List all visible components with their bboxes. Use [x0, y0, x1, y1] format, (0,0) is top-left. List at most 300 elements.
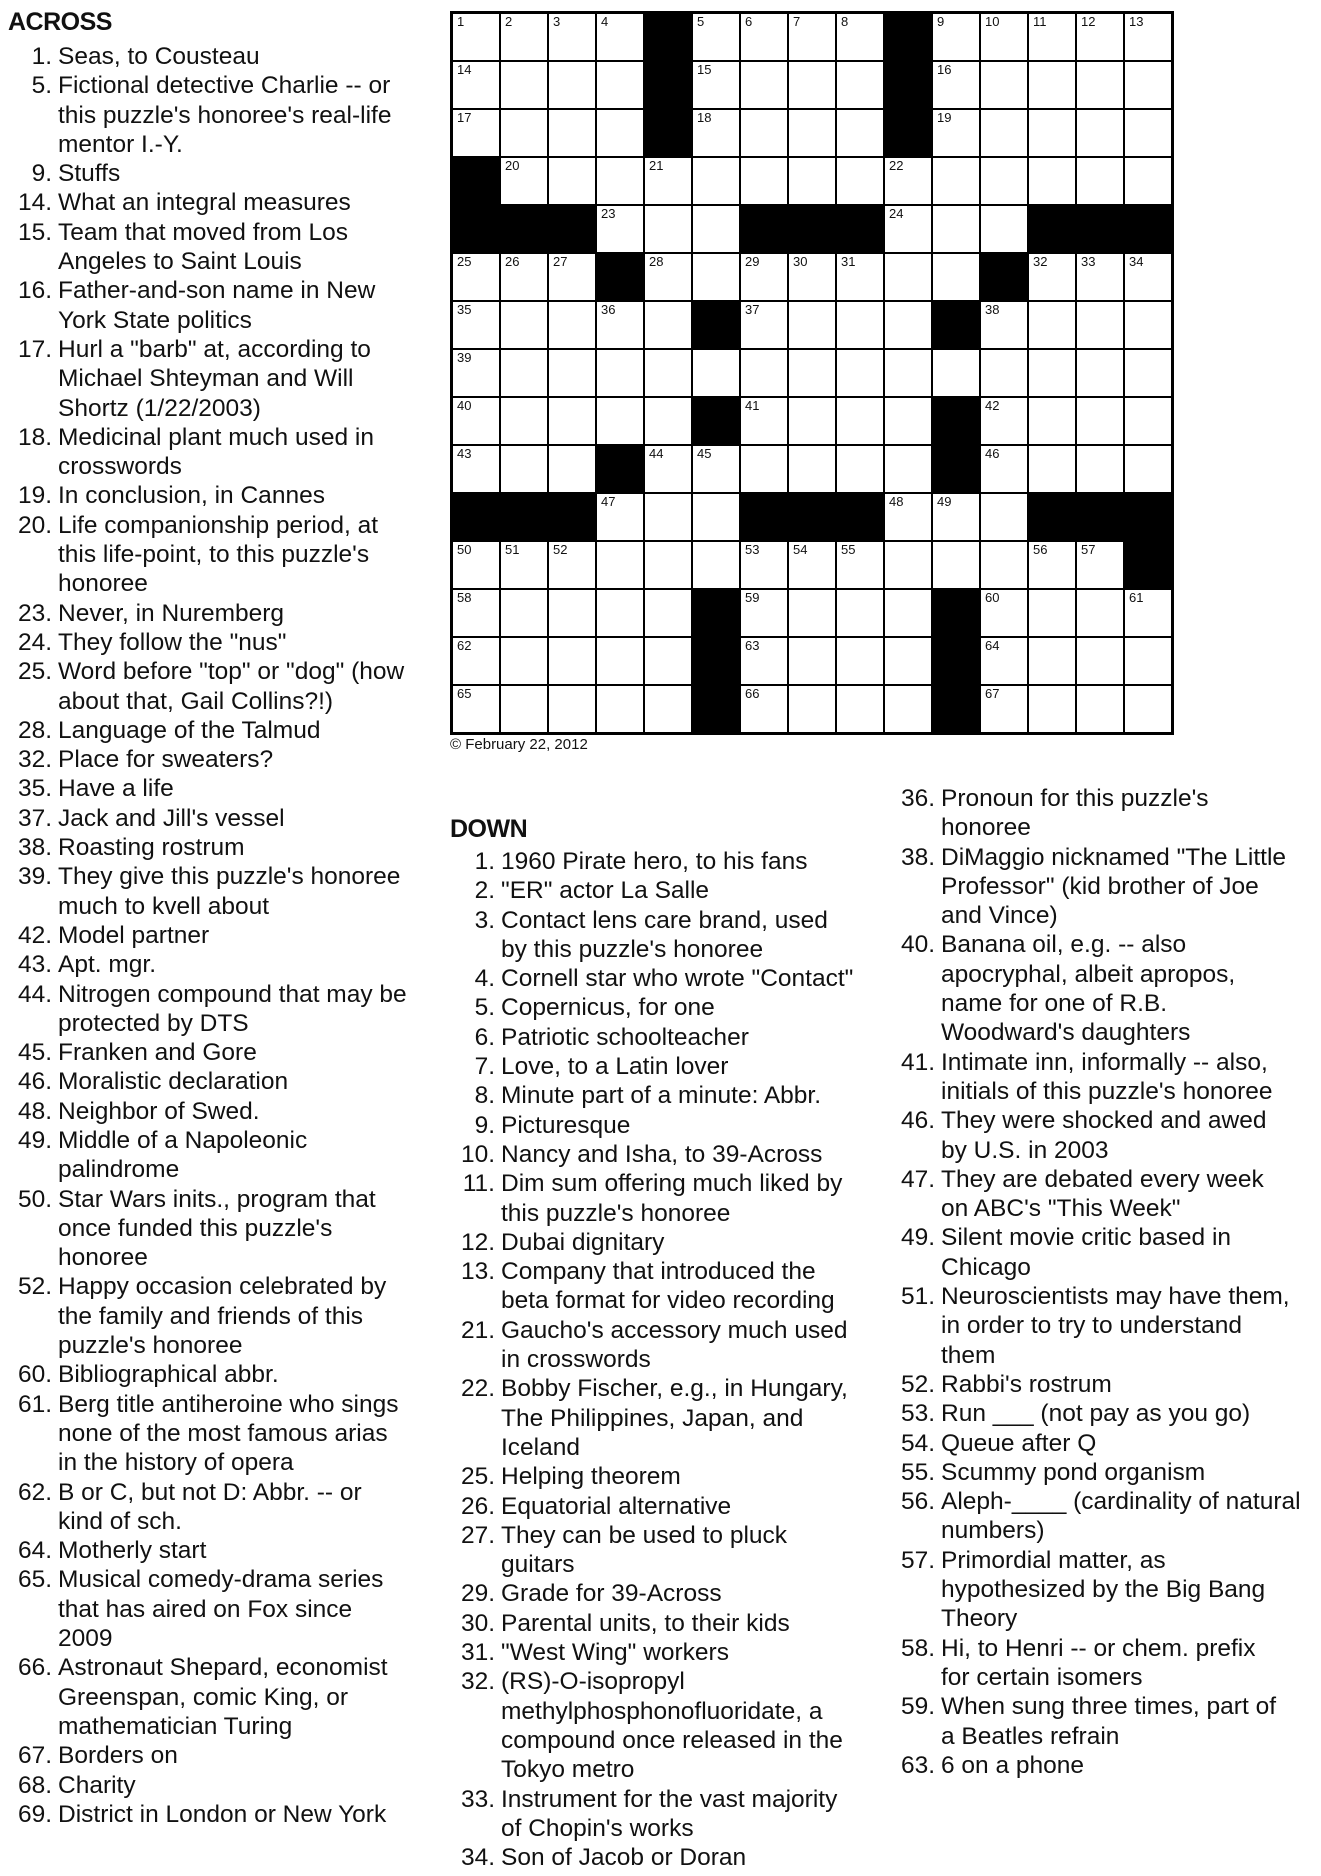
clue-item [15, 862, 435, 921]
grid-cell[interactable] [1124, 13, 1172, 61]
grid-cell[interactable] [692, 13, 740, 61]
grid-cell[interactable] [740, 109, 788, 157]
grid-cell[interactable] [788, 685, 836, 733]
cell-number: 54 [793, 542, 808, 557]
clue-number: 23. [17, 599, 52, 627]
grid-cell[interactable] [1076, 541, 1124, 589]
grid-cell[interactable] [452, 541, 500, 589]
grid-cell[interactable] [884, 541, 932, 589]
grid-block [788, 205, 836, 253]
clue-text-line: What an integral measures [58, 189, 351, 217]
cell-number: 57 [1081, 542, 1096, 557]
grid-cell[interactable] [452, 253, 500, 301]
grid-cell[interactable] [644, 637, 692, 685]
grid-block [452, 205, 500, 253]
clue-item [15, 71, 435, 159]
cell-number: 67 [985, 686, 1000, 701]
clue-text-line: Life companionship period, at [58, 511, 379, 539]
grid-cell[interactable] [644, 589, 692, 637]
clue-number: 65. [17, 1566, 52, 1594]
clue-text-line: name for one of R.B. [941, 990, 1168, 1018]
clue-item [15, 1360, 435, 1389]
cell-number: 19 [937, 110, 952, 125]
grid-cell[interactable] [788, 61, 836, 109]
clue-item [458, 1579, 898, 1608]
clue-number: 59. [900, 1693, 935, 1721]
grid-cell[interactable] [548, 109, 596, 157]
clue-number: 26. [460, 1492, 495, 1520]
grid-cell[interactable] [884, 685, 932, 733]
grid-block [884, 109, 932, 157]
grid-cell[interactable] [596, 541, 644, 589]
grid-cell[interactable] [596, 205, 644, 253]
grid-cell[interactable] [1076, 445, 1124, 493]
grid-cell[interactable] [692, 205, 740, 253]
grid-cell[interactable] [1076, 13, 1124, 61]
down-clue-list-2 [898, 784, 1318, 1780]
cell-number: 25 [457, 254, 472, 269]
grid-cell[interactable] [884, 493, 932, 541]
grid-cell[interactable] [596, 301, 644, 349]
cell-number: 15 [697, 62, 712, 77]
grid-cell[interactable] [692, 445, 740, 493]
clue-item [15, 921, 435, 950]
grid-cell[interactable] [1028, 253, 1076, 301]
clue-item [15, 628, 435, 657]
grid-cell[interactable] [644, 541, 692, 589]
grid-cell[interactable] [548, 637, 596, 685]
grid-cell[interactable] [836, 301, 884, 349]
grid-cell[interactable] [932, 205, 980, 253]
grid-cell[interactable] [1076, 109, 1124, 157]
clue-number: 68. [17, 1771, 52, 1799]
clue-text-line: and Vince) [941, 902, 1058, 930]
cell-number: 34 [1129, 254, 1144, 269]
grid-cell[interactable] [1028, 397, 1076, 445]
clue-item [15, 218, 435, 277]
clue-number: 1. [31, 43, 52, 70]
grid-cell[interactable] [644, 253, 692, 301]
grid-cell[interactable] [980, 157, 1028, 205]
grid-block [692, 685, 740, 733]
clue-text-line: Team that moved from Los [58, 218, 349, 246]
grid-cell[interactable] [548, 253, 596, 301]
grid-cell[interactable] [980, 493, 1028, 541]
grid-cell[interactable] [884, 301, 932, 349]
grid-cell[interactable] [452, 109, 500, 157]
clue-text-line: crosswords [58, 453, 182, 481]
grid-cell[interactable] [1028, 589, 1076, 637]
cell-number: 62 [457, 638, 472, 653]
grid-cell[interactable] [884, 445, 932, 493]
grid-cell[interactable] [932, 541, 980, 589]
clue-number: 57. [900, 1546, 935, 1574]
clue-item [898, 784, 1318, 843]
grid-cell[interactable] [788, 13, 836, 61]
grid-cell[interactable] [500, 349, 548, 397]
clue-number: 51. [900, 1283, 935, 1311]
clue-item [15, 1390, 435, 1478]
grid-cell[interactable] [788, 109, 836, 157]
clue-number: 42. [17, 921, 52, 949]
cell-number: 40 [457, 398, 472, 413]
clue-text-line: Happy occasion celebrated by [58, 1273, 387, 1301]
grid-cell[interactable] [1124, 637, 1172, 685]
clue-item [458, 1638, 898, 1667]
grid-cell[interactable] [644, 397, 692, 445]
clue-item [15, 1741, 435, 1770]
grid-cell[interactable] [644, 157, 692, 205]
grid-cell[interactable] [788, 253, 836, 301]
cell-number: 44 [649, 446, 664, 461]
grid-cell[interactable] [740, 349, 788, 397]
grid-cell[interactable] [1076, 637, 1124, 685]
grid-cell[interactable] [596, 685, 644, 733]
clue-text-line: honoree [58, 570, 148, 598]
clue-text-line: When sung three times, part of [941, 1693, 1276, 1721]
clue-number: 2. [474, 877, 495, 905]
grid-cell[interactable] [548, 685, 596, 733]
grid-cell[interactable] [836, 397, 884, 445]
grid-cell[interactable] [788, 349, 836, 397]
grid-block [644, 61, 692, 109]
clue-text-line: Greenspan, comic King, or [58, 1683, 349, 1711]
grid-cell[interactable] [740, 397, 788, 445]
grid-cell[interactable] [980, 301, 1028, 349]
clue-number: 10. [460, 1140, 495, 1168]
grid-cell[interactable] [1076, 157, 1124, 205]
clue-item [458, 1667, 898, 1784]
grid-cell[interactable] [980, 541, 1028, 589]
grid-cell[interactable] [596, 589, 644, 637]
grid-cell[interactable] [500, 13, 548, 61]
clue-item [15, 833, 435, 862]
grid-cell[interactable] [980, 589, 1028, 637]
grid-cell[interactable] [500, 445, 548, 493]
clue-number: 11. [462, 1170, 495, 1198]
grid-cell[interactable] [1124, 589, 1172, 637]
clue-number: 13. [460, 1258, 495, 1286]
grid-cell[interactable] [500, 301, 548, 349]
grid-cell[interactable] [740, 637, 788, 685]
grid-cell[interactable] [1124, 685, 1172, 733]
grid-cell[interactable] [500, 541, 548, 589]
grid-cell[interactable] [500, 685, 548, 733]
grid-cell[interactable] [788, 541, 836, 589]
grid-cell[interactable] [692, 61, 740, 109]
clue-text-line: apocryphal, albeit apropos, [941, 960, 1236, 988]
cell-number: 33 [1081, 254, 1096, 269]
grid-cell[interactable] [500, 109, 548, 157]
clue-item [898, 1692, 1318, 1751]
grid-cell[interactable] [836, 637, 884, 685]
grid-cell[interactable] [596, 13, 644, 61]
grid-cell[interactable] [548, 157, 596, 205]
grid-cell[interactable] [836, 253, 884, 301]
grid-cell[interactable] [836, 13, 884, 61]
grid-cell[interactable] [452, 61, 500, 109]
grid-cell[interactable] [452, 13, 500, 61]
grid-block [932, 589, 980, 637]
grid-cell[interactable] [884, 253, 932, 301]
grid-cell[interactable] [740, 61, 788, 109]
grid-cell[interactable] [740, 541, 788, 589]
grid-cell[interactable] [740, 685, 788, 733]
grid-cell[interactable] [1028, 13, 1076, 61]
clue-item [15, 1536, 435, 1565]
grid-cell[interactable] [548, 13, 596, 61]
clue-item [15, 980, 435, 1039]
cell-number: 59 [745, 590, 760, 605]
clue-item [15, 276, 435, 335]
grid-block [980, 253, 1028, 301]
clue-text-line: Angeles to Saint Louis [58, 248, 302, 276]
clue-text-line: Place for sweaters? [58, 746, 274, 774]
grid-cell[interactable] [1124, 301, 1172, 349]
clue-text-line: Queue after Q [941, 1429, 1097, 1457]
grid-cell[interactable] [932, 349, 980, 397]
grid-cell[interactable] [1124, 157, 1172, 205]
grid-cell[interactable] [692, 349, 740, 397]
cell-number: 55 [841, 542, 856, 557]
clue-item [458, 1111, 898, 1140]
grid-cell[interactable] [452, 685, 500, 733]
grid-cell[interactable] [500, 589, 548, 637]
grid-cell[interactable] [932, 61, 980, 109]
grid-cell[interactable] [1124, 349, 1172, 397]
grid-cell[interactable] [1028, 637, 1076, 685]
grid-cell[interactable] [836, 61, 884, 109]
clue-text-line: puzzle's honoree [58, 1332, 243, 1360]
grid-cell[interactable] [836, 685, 884, 733]
grid-cell[interactable] [884, 205, 932, 253]
clue-text-line: Borders on [58, 1742, 178, 1770]
grid-cell[interactable] [452, 637, 500, 685]
grid-cell[interactable] [1028, 61, 1076, 109]
grid-cell[interactable] [1076, 397, 1124, 445]
grid-cell[interactable] [692, 109, 740, 157]
grid-cell[interactable] [836, 445, 884, 493]
grid-cell[interactable] [932, 109, 980, 157]
grid-cell[interactable] [740, 157, 788, 205]
grid-cell[interactable] [980, 205, 1028, 253]
clue-text-line: Motherly start [58, 1537, 207, 1565]
grid-cell[interactable] [692, 253, 740, 301]
clue-item [458, 1316, 898, 1375]
clue-text-line: on ABC's "This Week" [941, 1195, 1181, 1223]
grid-cell[interactable] [644, 493, 692, 541]
clue-number: 7. [474, 1053, 495, 1081]
grid-cell[interactable] [1028, 301, 1076, 349]
clue-item [458, 1374, 898, 1462]
grid-cell[interactable] [980, 109, 1028, 157]
grid-cell[interactable] [548, 349, 596, 397]
grid-cell[interactable] [980, 445, 1028, 493]
grid-cell[interactable] [980, 61, 1028, 109]
clue-text-line: kind of sch. [58, 1507, 182, 1535]
grid-cell[interactable] [548, 61, 596, 109]
grid-cell[interactable] [932, 253, 980, 301]
grid-cell[interactable] [788, 157, 836, 205]
grid-cell[interactable] [788, 301, 836, 349]
clue-item [15, 1800, 435, 1829]
grid-cell[interactable] [1124, 109, 1172, 157]
clue-number: 35. [17, 775, 52, 803]
clue-number: 9. [474, 1111, 495, 1139]
clue-text-line: mathematician Turing [58, 1712, 293, 1740]
clue-text-line: that has aired on Fox since [58, 1595, 353, 1623]
cell-number: 36 [601, 302, 616, 317]
grid-cell[interactable] [644, 301, 692, 349]
grid-cell[interactable] [1028, 685, 1076, 733]
grid-cell[interactable] [980, 637, 1028, 685]
clue-text-line: Shortz (1/22/2003) [58, 394, 261, 422]
grid-cell[interactable] [836, 541, 884, 589]
grid-cell[interactable] [980, 397, 1028, 445]
grid-cell[interactable] [452, 397, 500, 445]
clue-item [898, 1223, 1318, 1282]
grid-cell[interactable] [452, 301, 500, 349]
grid-cell[interactable] [884, 157, 932, 205]
grid-cell[interactable] [740, 13, 788, 61]
grid-cell[interactable] [692, 493, 740, 541]
clue-text-line: Seas, to Cousteau [58, 43, 260, 70]
grid-cell[interactable] [644, 445, 692, 493]
grid-cell[interactable] [932, 493, 980, 541]
clue-item [15, 1185, 435, 1273]
grid-cell[interactable] [596, 349, 644, 397]
grid-cell[interactable] [452, 445, 500, 493]
grid-cell[interactable] [644, 205, 692, 253]
grid-cell[interactable] [884, 397, 932, 445]
grid-cell[interactable] [740, 253, 788, 301]
clue-text-line: York State politics [58, 306, 252, 334]
grid-cell[interactable] [740, 301, 788, 349]
grid-cell[interactable] [884, 349, 932, 397]
clue-number: 39. [17, 863, 52, 891]
grid-cell[interactable] [932, 13, 980, 61]
grid-cell[interactable] [836, 157, 884, 205]
grid-block [836, 205, 884, 253]
grid-cell[interactable] [1028, 109, 1076, 157]
grid-cell[interactable] [1076, 685, 1124, 733]
grid-cell[interactable] [1124, 397, 1172, 445]
grid-cell[interactable] [548, 397, 596, 445]
grid-cell[interactable] [836, 349, 884, 397]
clue-text-line: Astronaut Shepard, economist [58, 1654, 388, 1682]
grid-cell[interactable] [548, 541, 596, 589]
grid-cell[interactable] [788, 445, 836, 493]
clue-text-line: They were shocked and awed [941, 1107, 1267, 1135]
grid-cell[interactable] [548, 445, 596, 493]
grid-cell[interactable] [1124, 253, 1172, 301]
grid-cell[interactable] [1076, 61, 1124, 109]
clue-text-line: Franken and Gore [58, 1039, 257, 1067]
grid-cell[interactable] [500, 61, 548, 109]
grid-cell[interactable] [1028, 157, 1076, 205]
clue-number: 20. [17, 511, 52, 539]
grid-cell[interactable] [1076, 253, 1124, 301]
grid-cell[interactable] [500, 397, 548, 445]
clue-number: 9. [31, 160, 52, 188]
grid-cell[interactable] [932, 157, 980, 205]
cell-number: 58 [457, 590, 472, 605]
grid-cell[interactable] [596, 397, 644, 445]
clue-item [898, 1634, 1318, 1693]
grid-cell[interactable] [596, 109, 644, 157]
grid-cell[interactable] [692, 157, 740, 205]
grid-cell[interactable] [1076, 301, 1124, 349]
grid-cell[interactable] [836, 589, 884, 637]
grid-cell[interactable] [1076, 589, 1124, 637]
grid-cell[interactable] [1124, 61, 1172, 109]
clue-text-line: Middle of a Napoleonic [58, 1126, 308, 1154]
grid-cell[interactable] [980, 685, 1028, 733]
clue-text-line: In conclusion, in Cannes [58, 482, 325, 510]
clue-text-line: in crosswords [501, 1346, 651, 1374]
clue-text-line: Never, in Nuremberg [58, 599, 285, 627]
grid-cell[interactable] [884, 589, 932, 637]
clue-number: 38. [900, 843, 935, 871]
grid-cell[interactable] [1028, 445, 1076, 493]
grid-cell[interactable] [740, 445, 788, 493]
cell-number: 5 [697, 14, 705, 29]
grid-block [1124, 541, 1172, 589]
clue-item [898, 930, 1318, 1047]
grid-cell[interactable] [644, 349, 692, 397]
grid-cell[interactable] [1028, 541, 1076, 589]
grid-cell[interactable] [548, 589, 596, 637]
grid-cell[interactable] [788, 397, 836, 445]
grid-cell[interactable] [500, 253, 548, 301]
grid-cell[interactable] [500, 637, 548, 685]
grid-cell[interactable] [596, 637, 644, 685]
clue-text-line: Equatorial alternative [501, 1492, 732, 1520]
grid-cell[interactable] [980, 13, 1028, 61]
grid-cell[interactable] [596, 493, 644, 541]
grid-cell[interactable] [596, 157, 644, 205]
clue-text-line: Contact lens care brand, used [501, 906, 828, 934]
cell-number: 50 [457, 542, 472, 557]
grid-cell[interactable] [788, 637, 836, 685]
clue-item [15, 745, 435, 774]
grid-cell[interactable] [740, 589, 788, 637]
grid-cell[interactable] [644, 685, 692, 733]
clue-text-line: Nancy and Isha, to 39-Across [501, 1140, 823, 1168]
clue-item [15, 657, 435, 716]
grid-cell[interactable] [1124, 445, 1172, 493]
grid-cell[interactable] [788, 589, 836, 637]
grid-cell[interactable] [980, 349, 1028, 397]
grid-cell[interactable] [452, 589, 500, 637]
clue-item [898, 1487, 1318, 1546]
clue-text-line: honoree [58, 1244, 148, 1272]
cell-number: 26 [505, 254, 520, 269]
clue-number: 16. [17, 277, 52, 305]
grid-cell[interactable] [1076, 349, 1124, 397]
grid-cell[interactable] [548, 301, 596, 349]
grid-cell[interactable] [836, 109, 884, 157]
grid-cell[interactable] [884, 637, 932, 685]
grid-cell[interactable] [596, 61, 644, 109]
grid-cell[interactable] [1028, 349, 1076, 397]
cell-number: 3 [553, 14, 561, 29]
clue-item [458, 1023, 898, 1052]
grid-cell[interactable] [452, 349, 500, 397]
grid-cell[interactable] [500, 157, 548, 205]
grid-cell[interactable] [692, 541, 740, 589]
clue-text-line: B or C, but not D: Abbr. -- or [58, 1478, 362, 1506]
